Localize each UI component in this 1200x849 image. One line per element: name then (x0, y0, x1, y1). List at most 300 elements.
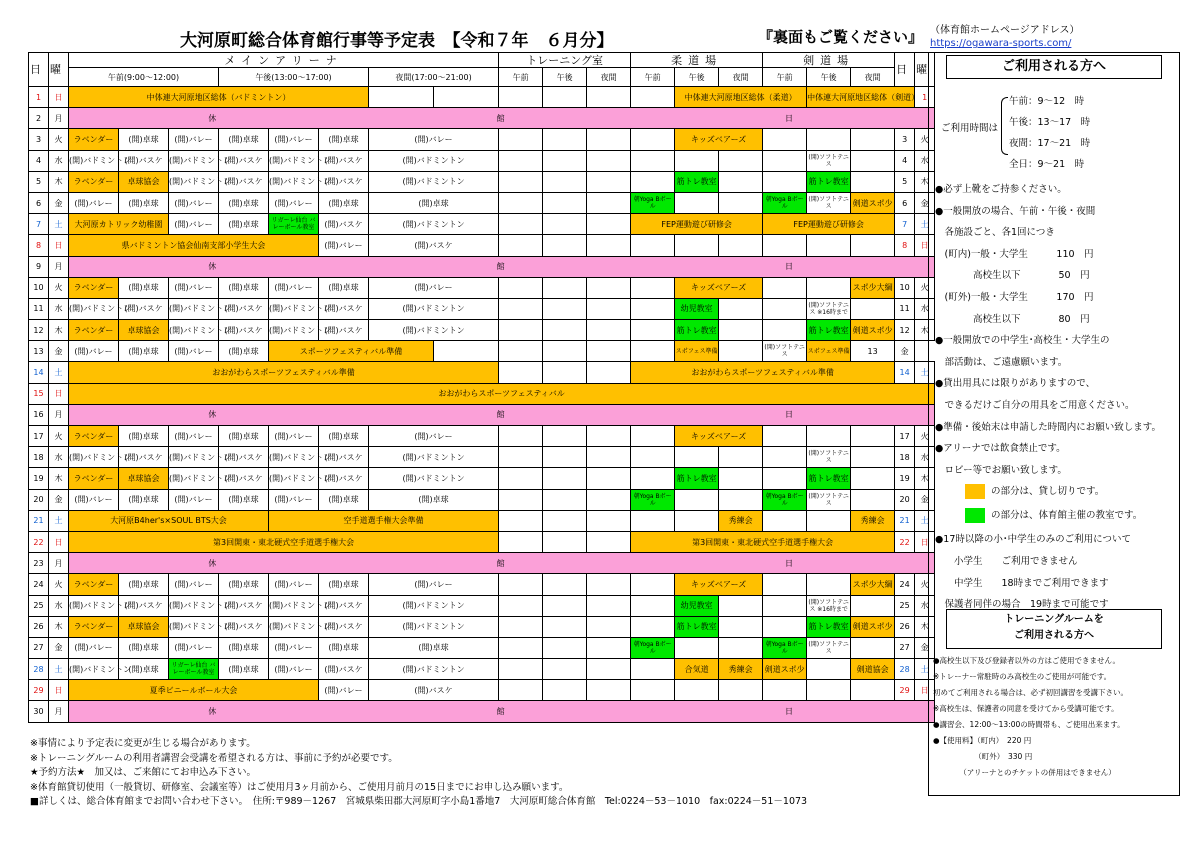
empty-cell (434, 87, 499, 108)
event-cell: ラベンダー (69, 129, 119, 150)
event-cell: (開)バドミントン (69, 659, 119, 680)
event-cell: (開)バドミントン (369, 171, 499, 192)
empty-cell (851, 595, 895, 616)
event-cell: 秀練会 (719, 659, 763, 680)
event-cell: (開)卓球 (319, 192, 369, 213)
day-of-week: 金 (915, 489, 935, 510)
empty-cell (675, 192, 719, 213)
day-of-week: 火 (915, 574, 935, 595)
website-link[interactable]: https://ogawara-sports.com/ (930, 38, 1072, 49)
empty-cell (499, 298, 543, 319)
usage-info-panel (928, 52, 1180, 796)
empty-cell (763, 150, 807, 171)
day-number: 14 (895, 362, 915, 383)
event-cell: (開)バレー (169, 277, 219, 298)
table-row (29, 362, 935, 383)
usage-rules (935, 179, 1179, 616)
event-cell: (開)バレー (369, 277, 499, 298)
day-of-week: 土 (49, 659, 69, 680)
event-cell: (開)卓球 (219, 192, 269, 213)
tr-rule: ●高校生以下及び登録者以外の方はご使用できません。 (933, 656, 1120, 665)
table-row (29, 553, 935, 574)
empty-cell (807, 510, 851, 531)
empty-cell (719, 489, 763, 510)
event-cell: (開)バスケ (119, 298, 169, 319)
event-cell: (開)卓球 (319, 277, 369, 298)
slot-tr-night: 夜間 (587, 68, 631, 87)
table-row (29, 659, 935, 680)
empty-cell (543, 87, 587, 108)
hours-night: 夜間：17～21 時 (1009, 138, 1091, 149)
event-cell: (開)バドミントン (69, 595, 119, 616)
empty-cell (587, 129, 631, 150)
event-cell: (開)バレー (269, 637, 319, 658)
empty-cell (851, 129, 895, 150)
empty-cell (499, 531, 543, 552)
event-cell: (開)卓球 (119, 129, 169, 150)
day-number: 20 (895, 489, 915, 510)
day-of-week: 水 (915, 150, 935, 171)
closed-day-cell (69, 256, 935, 277)
empty-cell (851, 298, 895, 319)
empty-cell (763, 298, 807, 319)
event-cell: (開)バドミントン (69, 298, 119, 319)
empty-cell (631, 468, 675, 489)
day-number: 24 (29, 574, 49, 595)
event-cell: (開)バスケ (119, 447, 169, 468)
day-of-week: 水 (49, 298, 69, 319)
empty-cell (719, 595, 763, 616)
event-cell: 卓球協会 (119, 616, 169, 637)
empty-cell (587, 616, 631, 637)
closed-day-cell (69, 108, 935, 129)
event-cell: キッズベアーズ (675, 129, 763, 150)
empty-cell (499, 171, 543, 192)
event-cell: 中体連大河原地区総体（柔道） (675, 87, 807, 108)
empty-cell (763, 574, 807, 595)
event-cell: (開)バレー (369, 574, 499, 595)
table-row (29, 256, 935, 277)
closed-label: 日 (784, 558, 795, 568)
empty-cell (631, 235, 675, 256)
empty-cell (807, 277, 851, 298)
event-cell: (開)バドミントン (169, 320, 219, 341)
event-cell: おおがわらスポーツフェスティバル準備 (69, 362, 499, 383)
event-cell: (開)卓球 (219, 637, 269, 658)
empty-cell (587, 468, 631, 489)
empty-cell (675, 637, 719, 658)
day-number: 27 (29, 637, 49, 658)
event-cell: ラベンダー (69, 574, 119, 595)
empty-cell (543, 510, 587, 531)
event-cell: (開)卓球 (369, 637, 499, 658)
event-cell: 合気道 (675, 659, 719, 680)
empty-cell (675, 447, 719, 468)
event-cell: (開)バスケ (219, 171, 269, 192)
day-of-week: 水 (915, 447, 935, 468)
event-cell: 筋トレ教室 (675, 320, 719, 341)
empty-cell (543, 574, 587, 595)
empty-cell (543, 616, 587, 637)
event-cell: (開)バレー (319, 235, 369, 256)
event-cell: (開)バスケ (219, 150, 269, 171)
event-cell: (開)卓球 (219, 574, 269, 595)
event-cell: 中体連大河原地区総体（バドミントン） (69, 87, 369, 108)
closed-label: 館 (496, 410, 507, 420)
day-number: 11 (895, 298, 915, 319)
empty-cell (631, 298, 675, 319)
day-number: 13 (851, 341, 895, 362)
table-row (29, 404, 935, 425)
closed-label: 館 (496, 558, 507, 568)
event-cell: FEP運動遊び研修会 (763, 214, 895, 235)
training-room-title: トレーニングルームを ご利用される方へ (946, 609, 1162, 649)
day-of-week: 月 (49, 108, 69, 129)
empty-cell (675, 489, 719, 510)
empty-cell (851, 150, 895, 171)
empty-cell (499, 426, 543, 447)
empty-cell (763, 468, 807, 489)
tr-rule: （アリーナとのチケットの併用はできません） (933, 768, 1116, 777)
day-of-week: 金 (49, 192, 69, 213)
event-cell: (開)卓球 (319, 426, 369, 447)
usage-rule: 高校生以下 50 円 (935, 270, 1090, 282)
event-cell: (開)バレー (269, 277, 319, 298)
event-cell: (開)バドミントン (169, 616, 219, 637)
event-cell: スポ少大綱 (851, 277, 895, 298)
event-cell: 筋トレ教室 (807, 468, 851, 489)
event-cell: (開)卓球 (119, 426, 169, 447)
empty-cell (851, 637, 895, 658)
day-number: 26 (895, 616, 915, 637)
empty-cell (851, 680, 895, 701)
event-cell: (開)バドミントン (369, 595, 499, 616)
table-row (29, 150, 935, 171)
day-number: 8 (29, 235, 49, 256)
event-cell: ラベンダー (69, 320, 119, 341)
empty-cell (499, 341, 543, 362)
empty-cell (499, 320, 543, 341)
event-cell: (開)バドミントン (369, 214, 499, 235)
empty-cell (851, 489, 895, 510)
legend-green-text: の部分は、体育館主催の教室です。 (991, 510, 1143, 522)
day-number: 25 (895, 595, 915, 616)
day-number: 21 (895, 510, 915, 531)
day-number: 1 (29, 87, 49, 108)
event-cell: 筋トレ教室 (675, 171, 719, 192)
day-number: 18 (895, 447, 915, 468)
empty-cell (719, 298, 763, 319)
table-row (29, 87, 935, 108)
training-room-rules (933, 653, 1178, 781)
event-cell: (開)バドミントン (369, 659, 499, 680)
tr-rule: ●講習会、12:00～13:00の時間帯も、ご使用出来ます。 (933, 720, 1125, 729)
empty-cell (587, 680, 631, 701)
empty-cell (499, 637, 543, 658)
footer-contact: ■詳しくは、総合体育館までお問い合わせ下さい。 住所:〒989－1267 宮城県柴田郡大河原町字小島1番地7 大河原町総合体育館 Tel:0224－53－1010 fax:0224－51－1073 (30, 796, 808, 807)
empty-cell (543, 595, 587, 616)
day-of-week: 日 (915, 531, 935, 552)
day-of-week: 水 (49, 150, 69, 171)
day-number: 6 (29, 192, 49, 213)
day-of-week: 日 (49, 680, 69, 701)
event-cell: 大河原カトリック幼稚園 (69, 214, 169, 235)
empty-cell (631, 171, 675, 192)
day-number: 7 (29, 214, 49, 235)
event-cell: (開)バドミントン (369, 320, 499, 341)
usage-rule: ●一般開放での中学生･高校生・大学生の (935, 335, 1110, 347)
day-number: 14 (29, 362, 49, 383)
day-of-week: 木 (49, 616, 69, 637)
day-of-week: 日 (49, 87, 69, 108)
day-number: 7 (895, 214, 915, 235)
event-cell: 筋トレ教室 (807, 616, 851, 637)
event-cell: 県バドミントン協会仙南支部小学生大会 (69, 235, 319, 256)
event-cell: (開)卓球 (319, 489, 369, 510)
day-of-week: 金 (49, 637, 69, 658)
table-row (29, 701, 935, 722)
empty-cell (543, 320, 587, 341)
closed-label: 休 (208, 262, 219, 272)
usage-rule: ●アリーナでは飲食禁止です。 (935, 443, 1066, 455)
usage-rule: ●貸出用具には限りがありますので、 (935, 378, 1096, 390)
empty-cell (587, 87, 631, 108)
day-number: 19 (29, 468, 49, 489)
empty-cell (543, 531, 587, 552)
event-cell: (開)バレー (269, 659, 319, 680)
empty-cell (543, 426, 587, 447)
usage-rule: 中学生 18時までご利用できます (935, 577, 1109, 589)
event-cell: (開)バレー (69, 637, 119, 658)
empty-cell (587, 531, 631, 552)
day-of-week: 木 (915, 616, 935, 637)
day-of-week: 木 (49, 468, 69, 489)
empty-cell (631, 447, 675, 468)
empty-cell (499, 680, 543, 701)
empty-cell (675, 235, 719, 256)
day-of-week: 日 (915, 235, 935, 256)
empty-cell (719, 150, 763, 171)
empty-cell (587, 426, 631, 447)
event-cell: (開)バドミントン (269, 298, 319, 319)
event-cell: (開)バスケ (219, 298, 269, 319)
event-cell: (開)バドミントン (369, 468, 499, 489)
tr-rule: ※高校生は、保護者の同意を受けてから受講可能です。 (933, 704, 1119, 713)
event-cell: (開)卓球 (369, 489, 499, 510)
empty-cell (851, 171, 895, 192)
event-cell: (開)バドミントン (269, 468, 319, 489)
day-number: 11 (29, 298, 49, 319)
empty-cell (675, 510, 719, 531)
event-cell: (開)バドミントン (269, 447, 319, 468)
day-number: 2 (29, 108, 49, 129)
orange-swatch (965, 484, 985, 499)
empty-cell (587, 320, 631, 341)
day-of-week: 土 (49, 510, 69, 531)
table-row (29, 447, 935, 468)
event-cell: リガーレ仙台 バレーボール教室 (269, 214, 319, 235)
empty-cell (631, 150, 675, 171)
empty-cell (631, 616, 675, 637)
table-row (29, 108, 935, 129)
event-cell: (開)バドミントン (169, 468, 219, 489)
usage-rule: (町外)一般・大学生 170 円 (935, 291, 1094, 303)
event-cell: キッズベアーズ (675, 574, 763, 595)
event-cell: スポーツフェスティバル準備 (269, 341, 434, 362)
day-number: 9 (29, 256, 49, 277)
empty-cell (763, 171, 807, 192)
empty-cell (807, 574, 851, 595)
day-of-week: 月 (49, 701, 69, 722)
event-cell: (開)卓球 (319, 637, 369, 658)
slot-tr-morning: 午前 (499, 68, 543, 87)
hours-all-day: 全日：9～21 時 (1009, 159, 1085, 170)
facility-kendo-hall: 剣道場 (763, 53, 895, 68)
usage-rule: できるだけご自分の用具をご用意ください。 (935, 399, 1135, 411)
empty-cell (499, 489, 543, 510)
day-number: 30 (29, 701, 49, 722)
slot-arena-afternoon: 午後(13:00～17:00) (219, 68, 369, 87)
empty-cell (631, 510, 675, 531)
empty-cell (851, 447, 895, 468)
event-cell: (開)卓球 (219, 426, 269, 447)
website-info (930, 24, 1080, 50)
website-label: （体育館ホームページアドレス） (930, 25, 1080, 36)
day-number: 4 (29, 150, 49, 171)
empty-cell (675, 150, 719, 171)
day-of-week: 火 (49, 277, 69, 298)
empty-cell (499, 659, 543, 680)
day-number: 3 (29, 129, 49, 150)
event-cell: (開)ソフトテニス ※16時まで (807, 595, 851, 616)
empty-cell (499, 235, 543, 256)
closed-label: 館 (496, 113, 507, 123)
event-cell: (開)バドミントン (269, 150, 319, 171)
event-cell: (開)バドミントン (369, 447, 499, 468)
empty-cell (587, 214, 631, 235)
header-dow-right: 曜 (915, 53, 935, 87)
brace-shape (1001, 97, 1008, 155)
empty-cell (499, 468, 543, 489)
event-cell: リガーレ仙台 バレーボール教室 (169, 659, 219, 680)
event-cell: (開)バスケ (319, 214, 369, 235)
event-cell: (開)卓球 (119, 489, 169, 510)
event-cell: FEP運動遊び研修会 (631, 214, 763, 235)
event-cell: (開)卓球 (219, 659, 269, 680)
day-of-week: 火 (49, 426, 69, 447)
event-cell: (開)卓球 (119, 341, 169, 362)
day-of-week: 土 (915, 659, 935, 680)
event-cell: 剣道協会 (851, 659, 895, 680)
slot-judo-night: 夜間 (719, 68, 763, 87)
day-of-week: 月 (49, 256, 69, 277)
day-number: 17 (895, 426, 915, 447)
usage-rule: 小学生 ご利用できません (935, 555, 1078, 567)
hours-label: ご利用時間は (941, 123, 999, 134)
day-of-week: 木 (49, 171, 69, 192)
footer-note: ※トレーニングルームの利用者講習会受講を希望される方は、事前に予約が必要です。 (30, 752, 398, 764)
empty-cell (807, 129, 851, 150)
day-of-week: 日 (49, 383, 69, 404)
facility-main-arena: メインアリーナ (69, 53, 499, 68)
usage-rule: ●17時以降の小･中学生のみのご利用について (935, 534, 1131, 546)
event-cell: (開)バドミントン (369, 298, 499, 319)
event-cell: (開)バドミントン (169, 595, 219, 616)
empty-cell (499, 277, 543, 298)
closed-label: 館 (496, 707, 507, 717)
event-cell: 筋トレ教室 (807, 171, 851, 192)
event-cell: (開)バレー (169, 214, 219, 235)
usage-rule: 各施設ごと、各1回につき (935, 227, 1055, 239)
event-cell: (開)バスケ (219, 468, 269, 489)
day-of-week: 土 (49, 214, 69, 235)
empty-cell (631, 129, 675, 150)
empty-cell (587, 659, 631, 680)
event-cell: (開)バドミントン (269, 320, 319, 341)
day-of-week: 火 (915, 426, 935, 447)
empty-cell (587, 192, 631, 213)
day-number: 28 (895, 659, 915, 680)
event-cell: 朝Yoga Bボール (763, 489, 807, 510)
day-of-week: 木 (915, 468, 935, 489)
day-number: 10 (895, 277, 915, 298)
empty-cell (631, 574, 675, 595)
event-cell: (開)バレー (169, 129, 219, 150)
slot-kendo-morning: 午前 (763, 68, 807, 87)
event-cell: ラベンダー (69, 616, 119, 637)
event-cell: 第3回開東・東北硬式空手道選手権大会 (69, 531, 499, 552)
day-of-week: 土 (915, 214, 935, 235)
table-row (29, 574, 935, 595)
empty-cell (543, 277, 587, 298)
table-row (29, 341, 935, 362)
empty-cell (587, 447, 631, 468)
day-number: 4 (895, 150, 915, 171)
empty-cell (543, 150, 587, 171)
empty-cell (543, 680, 587, 701)
day-of-week: 金 (49, 341, 69, 362)
event-cell: キッズベアーズ (675, 426, 763, 447)
event-cell: (開)バドミントン (69, 447, 119, 468)
table-row (29, 489, 935, 510)
table-row (29, 616, 935, 637)
empty-cell (499, 510, 543, 531)
empty-cell (763, 129, 807, 150)
page-title: 大河原町総合体育館行事等予定表 【令和７年 ６月分】 (180, 31, 614, 51)
empty-cell (587, 637, 631, 658)
day-of-week: 木 (915, 171, 935, 192)
table-row (29, 171, 935, 192)
empty-cell (587, 298, 631, 319)
schedule-table (28, 52, 934, 723)
day-number: 5 (29, 171, 49, 192)
empty-cell (543, 341, 587, 362)
event-cell: (開)バスケ (219, 320, 269, 341)
empty-cell (631, 341, 675, 362)
event-cell: 幼児教室 (675, 298, 719, 319)
event-cell: 剣道スポ少 (851, 320, 895, 341)
day-number: 24 (895, 574, 915, 595)
day-number: 28 (29, 659, 49, 680)
table-row (29, 680, 935, 701)
empty-cell (807, 659, 851, 680)
event-cell: おおがわらスポーツフェスティバル準備 (631, 362, 895, 383)
event-cell: (開)バスケ (219, 616, 269, 637)
day-of-week: 月 (49, 553, 69, 574)
event-cell: 中体連大河原地区総体（剣道） (807, 87, 915, 108)
day-number: 10 (29, 277, 49, 298)
event-cell: (開)ソフトテニス ※16時まで (807, 298, 851, 319)
